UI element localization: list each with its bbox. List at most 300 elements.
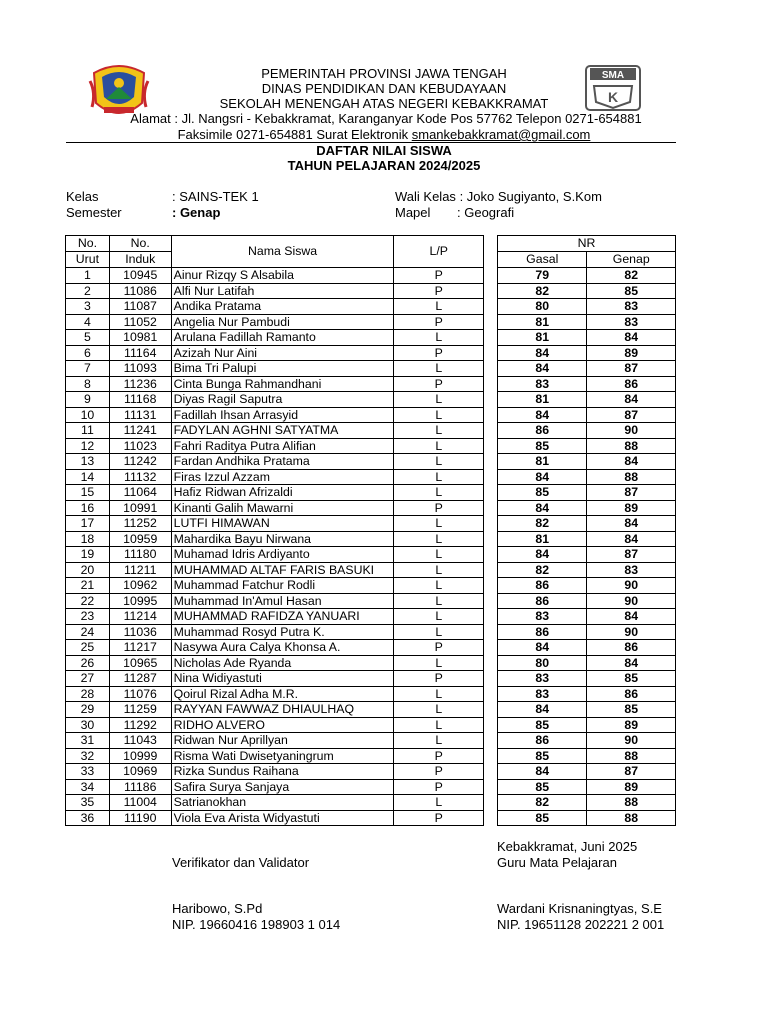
table-row xyxy=(66,547,484,563)
table-row xyxy=(66,609,484,625)
row-no-induk: 10991 xyxy=(109,500,171,516)
table-row xyxy=(66,748,484,764)
row-nama-siswa: FADYLAN AGHNI SATYATMA xyxy=(171,423,394,439)
table-row xyxy=(66,392,484,408)
row-no-induk: 11087 xyxy=(109,299,171,315)
row-gasal: 84 xyxy=(498,547,587,563)
row-gasal: 83 xyxy=(498,376,587,392)
row-nama-siswa: Risma Wati Dwisetyaningrum xyxy=(171,748,394,764)
table-row xyxy=(66,717,484,733)
header-no-induk: No. xyxy=(109,236,171,252)
table-row xyxy=(66,516,484,532)
nr-row xyxy=(498,655,676,671)
row-genap: 87 xyxy=(587,547,676,563)
nr-row xyxy=(498,454,676,470)
document-subtitle: TAHUN PELAJARAN 2024/2025 xyxy=(287,158,481,173)
mapel-label: Mapel xyxy=(395,205,431,220)
row-genap: 84 xyxy=(587,531,676,547)
row-no-induk: 10965 xyxy=(109,655,171,671)
row-gasal: 81 xyxy=(498,392,587,408)
row-gasal: 84 xyxy=(498,764,587,780)
row-no-induk: 11252 xyxy=(109,516,171,532)
letterhead-line-2: DINAS PENDIDIKAN DAN KEBUDAYAAN xyxy=(261,81,507,96)
nr-row xyxy=(498,423,676,439)
row-gasal: 83 xyxy=(498,686,587,702)
row-genap: 89 xyxy=(587,500,676,516)
row-lp: P xyxy=(394,268,484,284)
row-gasal: 79 xyxy=(498,268,587,284)
row-no-urut: 9 xyxy=(66,392,110,408)
table-row xyxy=(66,655,484,671)
row-lp: P xyxy=(394,671,484,687)
row-lp: P xyxy=(394,748,484,764)
row-no-urut: 6 xyxy=(66,345,110,361)
row-no-induk: 10981 xyxy=(109,330,171,346)
row-no-induk: 11093 xyxy=(109,361,171,377)
row-genap: 86 xyxy=(587,376,676,392)
svg-text:SMA: SMA xyxy=(601,70,625,81)
row-lp: P xyxy=(394,376,484,392)
row-nama-siswa: Nicholas Ade Ryanda xyxy=(171,655,394,671)
letterhead-fax: Faksimile 0271-654881 Surat Elektronik xyxy=(177,127,412,142)
row-gasal: 81 xyxy=(498,454,587,470)
row-no-induk: 10962 xyxy=(109,578,171,594)
row-genap: 83 xyxy=(587,314,676,330)
row-no-induk: 11236 xyxy=(109,376,171,392)
row-no-induk: 11292 xyxy=(109,717,171,733)
row-gasal: 84 xyxy=(498,640,587,656)
row-nama-siswa: Muhammad Rosyd Putra K. xyxy=(171,624,394,640)
row-gasal: 85 xyxy=(498,717,587,733)
row-no-urut: 4 xyxy=(66,314,110,330)
row-no-urut: 35 xyxy=(66,795,110,811)
row-lp: L xyxy=(394,547,484,563)
row-nama-siswa: Safira Surya Sanjaya xyxy=(171,779,394,795)
row-no-urut: 24 xyxy=(66,624,110,640)
nr-row xyxy=(498,562,676,578)
table-row xyxy=(66,779,484,795)
place-date: Kebakkramat, Juni 2025 xyxy=(497,839,638,854)
row-no-induk: 11036 xyxy=(109,624,171,640)
nr-table xyxy=(497,235,676,826)
row-no-urut: 26 xyxy=(66,655,110,671)
row-no-induk: 11287 xyxy=(109,671,171,687)
letterhead-line-3: SEKOLAH MENENGAH ATAS NEGERI KEBAKKRAMAT xyxy=(219,96,549,111)
row-gasal: 85 xyxy=(498,779,587,795)
table-row xyxy=(66,531,484,547)
mapel-value: : Geografi xyxy=(457,205,515,220)
nr-row xyxy=(498,500,676,516)
row-no-induk: 11043 xyxy=(109,733,171,749)
row-no-urut: 18 xyxy=(66,531,110,547)
row-gasal: 85 xyxy=(498,748,587,764)
row-nama-siswa: Ainur Rizqy S Alsabila xyxy=(171,268,394,284)
kelas-label: Kelas xyxy=(66,189,99,204)
teacher-role: Guru Mata Pelajaran xyxy=(497,855,617,870)
row-no-urut: 25 xyxy=(66,640,110,656)
svg-text:K: K xyxy=(607,89,619,105)
row-no-urut: 31 xyxy=(66,733,110,749)
row-genap: 85 xyxy=(587,702,676,718)
table-row xyxy=(66,423,484,439)
row-nama-siswa: Andika Pratama xyxy=(171,299,394,315)
row-no-urut: 7 xyxy=(66,361,110,377)
row-lp: L xyxy=(394,454,484,470)
nr-row xyxy=(498,717,676,733)
row-nama-siswa: Mahardika Bayu Nirwana xyxy=(171,531,394,547)
verifier-name: Haribowo, S.Pd xyxy=(172,901,263,916)
row-lp: L xyxy=(394,392,484,408)
row-gasal: 83 xyxy=(498,671,587,687)
table-row xyxy=(66,671,484,687)
teacher-name: Wardani Krisnaningtyas, S.E xyxy=(497,901,662,916)
nr-row xyxy=(498,609,676,625)
nr-table-body xyxy=(498,268,676,826)
row-nama-siswa: Cinta Bunga Rahmandhani xyxy=(171,376,394,392)
row-nama-siswa: Fardan Andhika Pratama xyxy=(171,454,394,470)
row-genap: 90 xyxy=(587,423,676,439)
row-lp: L xyxy=(394,299,484,315)
row-nama-siswa: Azizah Nur Aini xyxy=(171,345,394,361)
table-row xyxy=(66,454,484,470)
wali-kelas-value: : Joko Sugiyanto, S.Kom xyxy=(459,189,602,204)
row-genap: 84 xyxy=(587,330,676,346)
row-gasal: 86 xyxy=(498,578,587,594)
row-no-urut: 27 xyxy=(66,671,110,687)
row-nama-siswa: Ridwan Nur Aprillyan xyxy=(171,733,394,749)
row-nama-siswa: Arulana Fadillah Ramanto xyxy=(171,330,394,346)
table-row xyxy=(66,361,484,377)
row-genap: 83 xyxy=(587,299,676,315)
row-genap: 90 xyxy=(587,593,676,609)
row-nama-siswa: RAYYAN FAWWAZ DHIAULHAQ xyxy=(171,702,394,718)
row-no-urut: 2 xyxy=(66,283,110,299)
row-no-urut: 8 xyxy=(66,376,110,392)
row-no-induk: 10969 xyxy=(109,764,171,780)
row-lp: L xyxy=(394,423,484,439)
row-gasal: 81 xyxy=(498,330,587,346)
nr-row xyxy=(498,779,676,795)
letterhead-address: Alamat : Jl. Nangsri - Kebakkramat, Karanganyar Kode Pos 57762 Telepon 0271-654881 xyxy=(130,111,642,126)
row-genap: 88 xyxy=(587,810,676,826)
row-nama-siswa: Nasywa Aura Calya Khonsa A. xyxy=(171,640,394,656)
row-lp: P xyxy=(394,283,484,299)
row-lp: P xyxy=(394,640,484,656)
row-nama-siswa: Kinanti Galih Mawarni xyxy=(171,500,394,516)
nr-row xyxy=(498,516,676,532)
row-lp: L xyxy=(394,733,484,749)
row-lp: L xyxy=(394,485,484,501)
row-no-induk: 11259 xyxy=(109,702,171,718)
row-no-induk: 11023 xyxy=(109,438,171,454)
row-lp: L xyxy=(394,361,484,377)
verifier-nip: NIP. 19660416 198903 1 014 xyxy=(172,917,341,932)
row-lp: L xyxy=(394,516,484,532)
header-lp: L/P xyxy=(394,236,484,268)
row-genap: 87 xyxy=(587,485,676,501)
kelas-value: : SAINS-TEK 1 xyxy=(172,189,259,204)
nr-row xyxy=(498,407,676,423)
row-no-urut: 17 xyxy=(66,516,110,532)
nr-row xyxy=(498,686,676,702)
row-gasal: 84 xyxy=(498,500,587,516)
row-genap: 85 xyxy=(587,283,676,299)
teacher-nip: NIP. 19651128 202221 2 001 xyxy=(497,917,665,932)
row-lp: L xyxy=(394,469,484,485)
table-row xyxy=(66,562,484,578)
row-lp: P xyxy=(394,345,484,361)
row-nama-siswa: Angelia Nur Pambudi xyxy=(171,314,394,330)
table-row xyxy=(66,764,484,780)
row-gasal: 86 xyxy=(498,423,587,439)
nr-row xyxy=(498,547,676,563)
row-lp: P xyxy=(394,314,484,330)
nr-row xyxy=(498,330,676,346)
row-genap: 90 xyxy=(587,733,676,749)
row-lp: L xyxy=(394,531,484,547)
row-no-urut: 12 xyxy=(66,438,110,454)
nr-row xyxy=(498,624,676,640)
row-gasal: 83 xyxy=(498,609,587,625)
row-genap: 88 xyxy=(587,438,676,454)
row-nama-siswa: MUHAMMAD ALTAF FARIS BASUKI xyxy=(171,562,394,578)
row-genap: 84 xyxy=(587,609,676,625)
row-genap: 87 xyxy=(587,407,676,423)
row-nama-siswa: Firas Izzul Azzam xyxy=(171,469,394,485)
row-no-urut: 13 xyxy=(66,454,110,470)
row-no-induk: 10999 xyxy=(109,748,171,764)
row-nama-siswa: Alfi Nur Latifah xyxy=(171,283,394,299)
row-no-induk: 10959 xyxy=(109,531,171,547)
row-gasal: 85 xyxy=(498,485,587,501)
row-lp: L xyxy=(394,686,484,702)
table-row xyxy=(66,578,484,594)
nr-row xyxy=(498,485,676,501)
row-genap: 90 xyxy=(587,624,676,640)
table-row xyxy=(66,640,484,656)
row-gasal: 85 xyxy=(498,810,587,826)
row-no-urut: 32 xyxy=(66,748,110,764)
row-nama-siswa: Diyas Ragil Saputra xyxy=(171,392,394,408)
row-genap: 88 xyxy=(587,469,676,485)
table-row xyxy=(66,733,484,749)
nr-row xyxy=(498,640,676,656)
row-genap: 87 xyxy=(587,764,676,780)
row-genap: 84 xyxy=(587,454,676,470)
row-nama-siswa: Bima Tri Palupi xyxy=(171,361,394,377)
nr-row xyxy=(498,469,676,485)
row-gasal: 82 xyxy=(498,562,587,578)
row-lp: P xyxy=(394,764,484,780)
row-gasal: 86 xyxy=(498,733,587,749)
row-nama-siswa: Muhammad In'Amul Hasan xyxy=(171,593,394,609)
table-row xyxy=(66,624,484,640)
table-row xyxy=(66,314,484,330)
nr-row xyxy=(498,671,676,687)
nr-row xyxy=(498,795,676,811)
row-lp: L xyxy=(394,330,484,346)
row-genap: 86 xyxy=(587,640,676,656)
nr-row xyxy=(498,810,676,826)
row-genap: 84 xyxy=(587,516,676,532)
nr-row xyxy=(498,392,676,408)
row-no-urut: 14 xyxy=(66,469,110,485)
row-no-urut: 22 xyxy=(66,593,110,609)
row-no-induk: 11241 xyxy=(109,423,171,439)
header-no-urut: No. xyxy=(66,236,110,252)
row-gasal: 81 xyxy=(498,314,587,330)
row-no-induk: 11168 xyxy=(109,392,171,408)
row-no-induk: 11132 xyxy=(109,469,171,485)
row-lp: L xyxy=(394,593,484,609)
nr-row xyxy=(498,531,676,547)
table-row xyxy=(66,283,484,299)
row-gasal: 85 xyxy=(498,438,587,454)
row-genap: 87 xyxy=(587,361,676,377)
nr-row xyxy=(498,593,676,609)
row-no-urut: 28 xyxy=(66,686,110,702)
row-lp: L xyxy=(394,702,484,718)
row-gasal: 81 xyxy=(498,531,587,547)
document-title: DAFTAR NILAI SISWA xyxy=(316,143,452,158)
nr-row xyxy=(498,283,676,299)
table-row xyxy=(66,469,484,485)
row-nama-siswa: MUHAMMAD RAFIDZA YANUARI xyxy=(171,609,394,625)
table-row xyxy=(66,345,484,361)
row-no-urut: 36 xyxy=(66,810,110,826)
table-row xyxy=(66,438,484,454)
row-genap: 84 xyxy=(587,655,676,671)
row-lp: L xyxy=(394,438,484,454)
row-gasal: 80 xyxy=(498,655,587,671)
row-no-induk: 11076 xyxy=(109,686,171,702)
row-nama-siswa: RIDHO ALVERO xyxy=(171,717,394,733)
row-no-urut: 10 xyxy=(66,407,110,423)
header-induk: Induk xyxy=(109,252,171,268)
row-no-urut: 15 xyxy=(66,485,110,501)
row-genap: 82 xyxy=(587,268,676,284)
table-row xyxy=(66,810,484,826)
table-row xyxy=(66,702,484,718)
row-no-induk: 11180 xyxy=(109,547,171,563)
header-nr: NR xyxy=(498,236,676,252)
row-no-urut: 29 xyxy=(66,702,110,718)
row-nama-siswa: Viola Eva Arista Widyastuti xyxy=(171,810,394,826)
row-no-induk: 10995 xyxy=(109,593,171,609)
row-no-induk: 11190 xyxy=(109,810,171,826)
semester-label: Semester xyxy=(66,205,122,220)
nr-row xyxy=(498,733,676,749)
student-table xyxy=(65,235,484,826)
table-row xyxy=(66,376,484,392)
row-lp: L xyxy=(394,624,484,640)
row-lp: L xyxy=(394,407,484,423)
row-genap: 86 xyxy=(587,686,676,702)
nr-row xyxy=(498,376,676,392)
semester-value: : Genap xyxy=(172,205,221,220)
nr-row xyxy=(498,438,676,454)
row-no-induk: 11004 xyxy=(109,795,171,811)
row-lp: P xyxy=(394,779,484,795)
row-gasal: 84 xyxy=(498,702,587,718)
row-nama-siswa: Hafiz Ridwan Afrizaldi xyxy=(171,485,394,501)
row-nama-siswa: Qoirul Rizal Adha M.R. xyxy=(171,686,394,702)
row-nama-siswa: Nina Widiyastuti xyxy=(171,671,394,687)
row-nama-siswa: Satrianokhan xyxy=(171,795,394,811)
table-row xyxy=(66,593,484,609)
header-genap: Genap xyxy=(587,252,676,268)
row-nama-siswa: Fahri Raditya Putra Alifian xyxy=(171,438,394,454)
row-no-induk: 11211 xyxy=(109,562,171,578)
nr-row xyxy=(498,345,676,361)
row-lp: L xyxy=(394,609,484,625)
table-row xyxy=(66,299,484,315)
row-no-urut: 11 xyxy=(66,423,110,439)
row-genap: 89 xyxy=(587,345,676,361)
row-no-urut: 16 xyxy=(66,500,110,516)
email-link[interactable]: smankebakkramat@gmail.com xyxy=(411,127,591,142)
table-row xyxy=(66,407,484,423)
row-genap: 90 xyxy=(587,578,676,594)
row-no-induk: 11131 xyxy=(109,407,171,423)
row-no-urut: 34 xyxy=(66,779,110,795)
row-gasal: 84 xyxy=(498,469,587,485)
row-gasal: 84 xyxy=(498,361,587,377)
row-nama-siswa: LUTFI HIMAWAN xyxy=(171,516,394,532)
row-no-induk: 11086 xyxy=(109,283,171,299)
row-no-urut: 3 xyxy=(66,299,110,315)
row-no-urut: 1 xyxy=(66,268,110,284)
header-urut: Urut xyxy=(66,252,110,268)
row-nama-siswa: Muhammad Fatchur Rodli xyxy=(171,578,394,594)
row-gasal: 86 xyxy=(498,624,587,640)
nr-row xyxy=(498,702,676,718)
row-no-induk: 11164 xyxy=(109,345,171,361)
row-no-urut: 33 xyxy=(66,764,110,780)
row-gasal: 86 xyxy=(498,593,587,609)
row-nama-siswa: Muhamad Idris Ardiyanto xyxy=(171,547,394,563)
nr-row xyxy=(498,361,676,377)
row-lp: P xyxy=(394,810,484,826)
row-no-induk: 11217 xyxy=(109,640,171,656)
row-genap: 89 xyxy=(587,717,676,733)
row-gasal: 80 xyxy=(498,299,587,315)
nr-row xyxy=(498,268,676,284)
row-genap: 88 xyxy=(587,748,676,764)
nr-row xyxy=(498,578,676,594)
verifier-role: Verifikator dan Validator xyxy=(172,855,310,870)
row-no-urut: 20 xyxy=(66,562,110,578)
nr-row xyxy=(498,314,676,330)
row-gasal: 82 xyxy=(498,516,587,532)
row-gasal: 84 xyxy=(498,345,587,361)
row-no-urut: 30 xyxy=(66,717,110,733)
row-no-urut: 23 xyxy=(66,609,110,625)
row-no-induk: 11064 xyxy=(109,485,171,501)
row-gasal: 84 xyxy=(498,407,587,423)
row-no-urut: 21 xyxy=(66,578,110,594)
row-gasal: 82 xyxy=(498,795,587,811)
wali-kelas-label: Wali Kelas : Joko Sugiyanto, S.Kom xyxy=(395,189,602,204)
row-genap: 84 xyxy=(587,392,676,408)
table-row xyxy=(66,485,484,501)
row-genap: 83 xyxy=(587,562,676,578)
row-nama-siswa: Rizka Sundus Raihana xyxy=(171,764,394,780)
row-genap: 89 xyxy=(587,779,676,795)
table-row xyxy=(66,268,484,284)
row-no-urut: 5 xyxy=(66,330,110,346)
row-no-induk: 11186 xyxy=(109,779,171,795)
